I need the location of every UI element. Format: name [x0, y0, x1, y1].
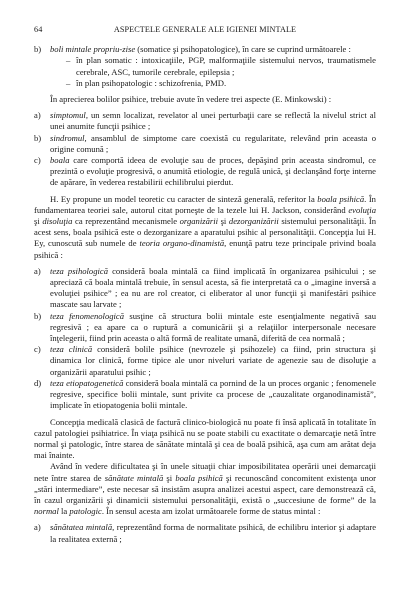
list-text: boli mintale propriu-zise (somatice şi psihopatologice), în care se cuprind următoarele :	[50, 44, 351, 55]
list-text: boala care comportă ideea de evoluţie sau de proces, depăşind prin aceasta sindromul, ce prezintă o evoluţie progresivă, o anumită etiologie, de regulă unică, şi declanşând forţe interne de apărare, în vederea restabilirii echilibrului pierdut.	[50, 155, 376, 188]
list-text: teza etiopatogenetică consideră boala mintală ca pornind de la un proces organic ; fenomenele regresive, specifice bolii mintale, sunt privite ca procese de „cauzalitate organodinamistă”, implicate în etiopatogenia bolii mintale.	[50, 377, 377, 411]
list-label: d)	[34, 377, 42, 388]
list-item-sanatate-mintala	[34, 522, 376, 544]
list-label: b)	[34, 44, 42, 55]
list-label: a)	[34, 522, 41, 533]
italic-term: teza etiopatogenetică	[50, 377, 124, 388]
italic-term: sănătatea mintală	[50, 522, 113, 533]
italic-term: simptomul	[50, 110, 86, 121]
italic-term: boli mintale propriu-zise	[50, 44, 136, 55]
list-text: sindromul, ansamblul de simptome care coexistă cu regularitate, relevând prin aceasta o origine comună ;	[50, 132, 376, 154]
dash-marker: –	[66, 55, 71, 66]
sub-item-somatic	[34, 55, 376, 77]
italic-term: teza psihologică	[50, 265, 109, 276]
list-label: c)	[34, 155, 41, 166]
list-text: teza fenomenologică susţine că structura bolii mintale este esenţialmente negativă sau regresivă ; ea apare ca o ruptură a comunicării şi a relaţiilor interpersonale necesare înţelegerii, fiind prin aceasta o altă formă de realitate umană, diferită de cea normală ;	[50, 310, 376, 344]
italic-term: sindromul	[50, 132, 85, 143]
sub-item-psihopatologic	[34, 78, 376, 89]
italic-term: teza fenomenologică	[50, 310, 125, 321]
list-text: sănătatea mintală, reprezentând forma de normalitate psihică, de echilibru interior şi adaptare la realitatea externă ;	[50, 522, 377, 544]
list-label: b)	[34, 310, 42, 321]
list-label: a)	[34, 265, 41, 276]
list-item-teza-fenomenologica	[34, 311, 376, 345]
list-label: c)	[34, 344, 41, 355]
paragraph-avand: Având în vedere dificultatea şi în unele situaţii chiar imposibilitatea operării unei demarcaţii nete între starea de sănătate mintală şi boala psihică şi recunoscând concomitent existenţa unor „stări intermediare”, este necesar să insistăm asupra analizei acestui aspect, care demonstrează că, în cazul organizării şi dinamicii sistemului personalităţii, există o „succesiune de forme” de la normal la patologic. În sensul acesta am izolat următoarele forme de status mintal :	[34, 461, 377, 517]
list-item-teza-etiopatogenetica	[34, 378, 376, 412]
list-text: teza psihologică consideră boala mintală ca fiind implicată în organizarea psihicului ; se apreciază că boala mintală trebuie, în sensul acesta, să fie interpretată ca o „imagine inversă a evoluţiei psihice” ; ea nu are rol creator, ci eliberator al unor funcţii şi manifestări psihice mascate sau larvate ;	[50, 265, 376, 310]
sub-item-text: în plan psihopatologic : schizofrenia, PMD.	[76, 77, 227, 88]
list-item-sindrom	[34, 133, 376, 155]
list-text: teza clinică consideră bolile psihice (nevrozele şi psihozele) ca fiind, prin structura şi dinamica lor clinică, forme tipice ale unor niveluri variate de agenezie sau de disoluţie a organizării aparatului psihic ;	[50, 344, 376, 377]
list-item-teza-clinica	[34, 344, 376, 378]
list-item-boala	[34, 155, 376, 189]
sub-item-text: în plan somatic : intoxicaţiile, PGP, malformaţiile sistemului nervos, traumatismele cerebrale, ASC, tumorile cerebrale, epilepsia ;	[76, 55, 376, 77]
italic-term: boala	[50, 155, 70, 166]
list-label: a)	[34, 110, 41, 121]
list-item-teza-psihologica	[34, 266, 376, 311]
italic-term: teza clinică	[50, 344, 93, 355]
page-header	[34, 24, 376, 35]
running-title: ASPECTELE GENERALE ALE IGIENEI MINTALE	[113, 25, 297, 34]
list-item-b-boli	[34, 44, 376, 55]
page-number: 64	[34, 25, 43, 34]
list-text: simptomul, un semn localizat, revelator al unei perturbaţii care se reflectă la nivelul strict al unei anumite funcţii psihice ;	[50, 110, 376, 132]
paragraph-minkowski: În aprecierea bolilor psihice, trebuie avute în vedere trei aspecte (E. Minkowski) :	[50, 94, 332, 105]
dash-marker: –	[66, 77, 71, 88]
paragraph-conceptia: Concepţia medicală clasică de factură clinico-biologică nu poate fi însă aplicată în totalitate în cazul patologiei psihiatrice. În viaţa psihică nu se poate stabili cu exactitate o demarcaţie netă între normal şi patologic, între starea de sănătate mintală şi cea de boală psihică, aşa cum am arătat deja mai înainte.	[34, 416, 376, 461]
list-label: b)	[34, 132, 42, 143]
list-item-simptom	[34, 110, 376, 132]
paragraph-ey: H. Ey propune un model teoretic cu caracter de sinteză generală, referitor la boala psihică. În fundamentarea teoriei sale, autorul citat porneşte de la tezele lui H. Jackson, considerând evoluţia şi disoluţia ca reprezentând mecanismele organizării şi dezorganizării sistemului personalităţii. În acest sens, boala psihică este o dezorganizare a aparatului psihic al personalităţii. Concepţia lui H. Ey, cunoscută sub numele de teoria organo-dinamistă, enunţă patru teze principale privind boala psihică :	[34, 193, 376, 260]
